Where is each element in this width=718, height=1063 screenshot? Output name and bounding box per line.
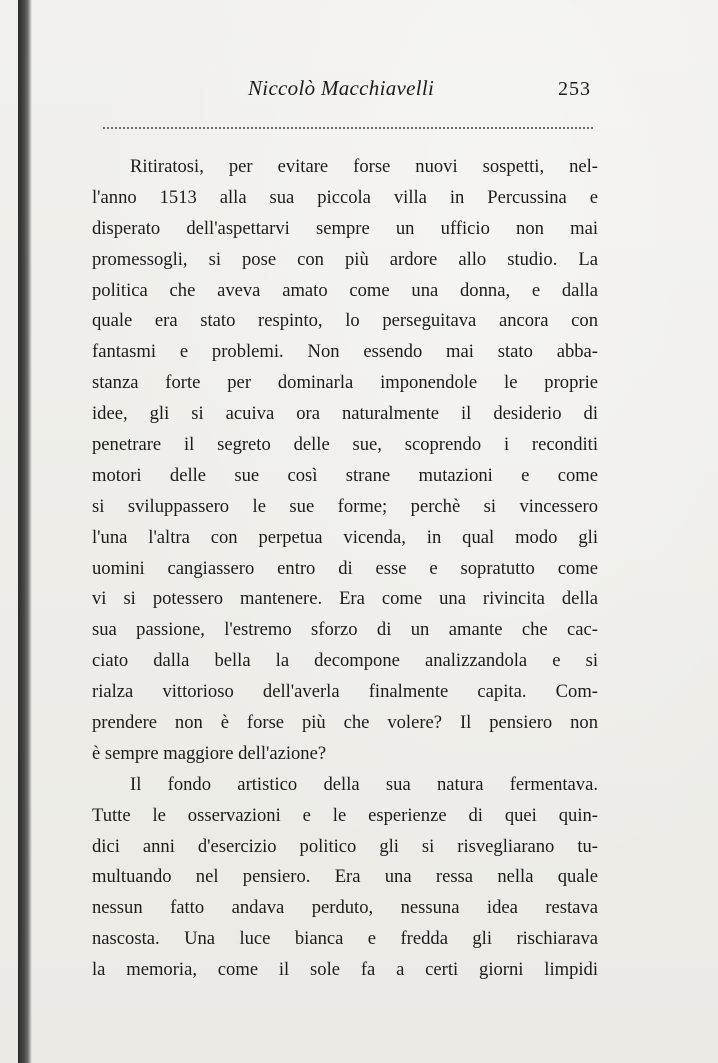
text-line: rialza vittorioso dell'averla finalmente capita. Com- [92,681,598,703]
text-line: la memoria, come il sole fa a certi giorni limpidi [92,959,598,981]
body-text [92,152,598,986]
text-line: ciato dalla bella la decompone analizzandola e si [92,650,598,672]
text-line: Il fondo artistico della sua natura fermentava. [130,773,598,795]
header-dotted-rule [103,127,593,129]
text-line: nascosta. Una luce bianca e fredda gli rischiarava [92,928,598,950]
text-line: l'anno 1513 alla sua piccola villa in Percussina e [92,186,598,208]
text-line: l'una l'altra con perpetua vicenda, in qual modo gli [92,526,598,548]
text-line: sua passione, l'estremo sforzo di un amante che cac- [92,619,598,641]
page-number: 253 [558,78,591,100]
text-line: promessogli, si pose con più ardore allo studio. La [92,248,598,270]
text-line: quale era stato respinto, lo perseguitava ancora con [92,310,598,332]
text-line: è sempre maggiore dell'azione? [92,742,327,764]
text-line: disperato dell'aspettarvi sempre un ufficio non mai [92,217,598,239]
text-line: motori delle sue così strane mutazioni e come [92,464,598,486]
text-line: si sviluppassero le sue forme; perchè si vincessero [92,495,598,517]
text-line: dici anni d'esercizio politico gli si risvegliarano tu- [92,835,598,857]
text-line: vi si potessero mantenere. Era come una rivincita della [92,588,598,610]
text-line: prendere non è forse più che volere? Il pensiero non [92,712,598,734]
running-head: Niccolò Macchiavelli [248,76,435,100]
text-line: nessun fatto andava perduto, nessuna idea restava [92,897,598,919]
text-line: multuando nel pensiero. Era una ressa nella quale [92,866,598,888]
text-line: penetrare il segreto delle sue, scoprendo i reconditi [92,434,598,456]
book-spine-shadow [18,0,32,1063]
text-line: uomini cangiassero entro di esse e sopratutto come [92,557,598,579]
text-line: idee, gli si acuiva ora naturalmente il desiderio di [92,403,598,425]
text-line: fantasmi e problemi. Non essendo mai stato abba- [92,341,598,363]
text-line: Ritiratosi, per evitare forse nuovi sospetti, nel- [130,156,598,177]
text-line: Tutte le osservazioni e le esperienze di quei quin- [92,804,598,826]
text-line: stanza forte per dominarla imponendole le proprie [92,372,598,394]
text-line: politica che aveva amato come una donna, e dalla [92,279,598,301]
